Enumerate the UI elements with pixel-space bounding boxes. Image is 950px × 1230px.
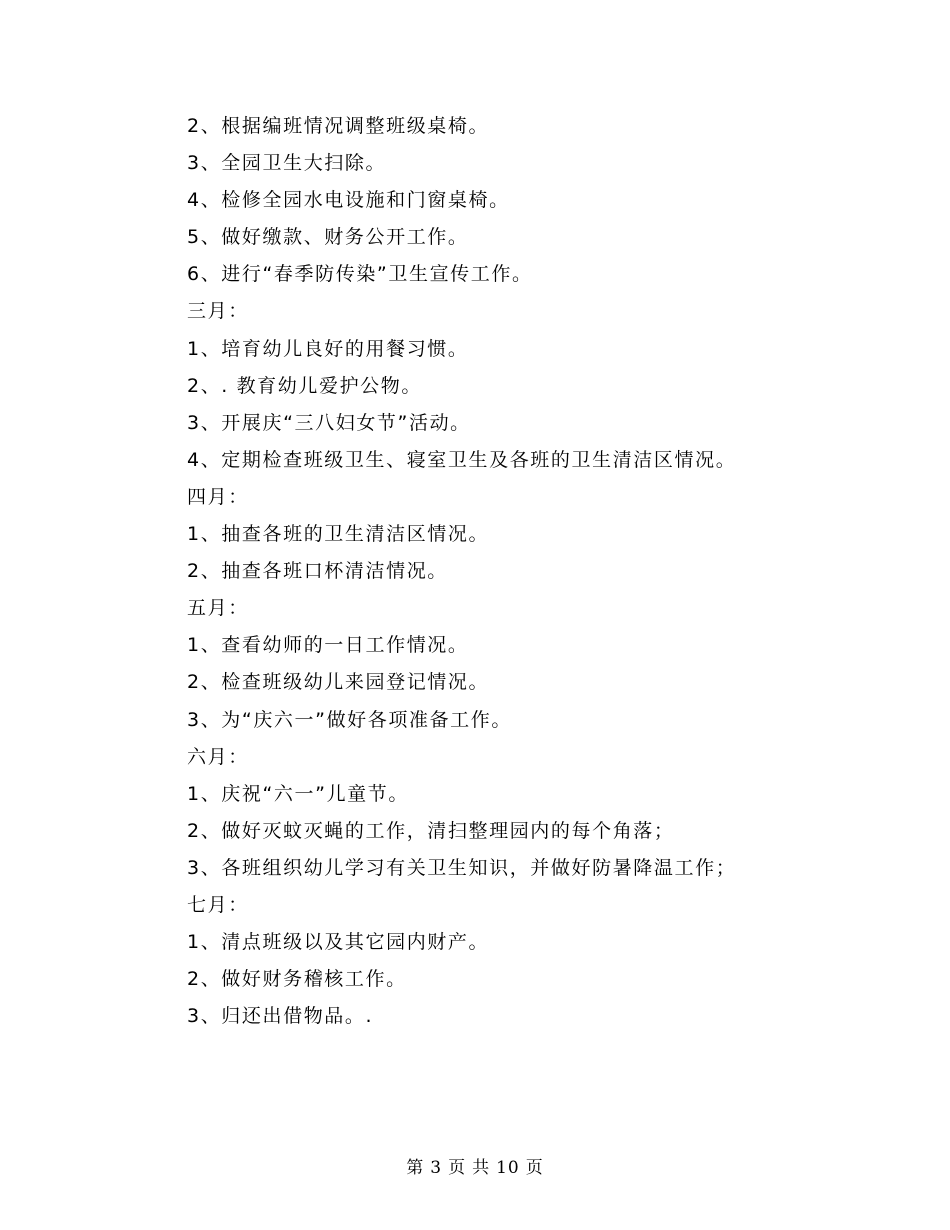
footer-total-pages: 10 xyxy=(496,1158,520,1178)
text-line: 6、进行“春季防传染”卫生宣传工作。 xyxy=(187,263,533,286)
text-line: 3、各班组织幼儿学习有关卫生知识，并做好防暑降温工作； xyxy=(187,856,737,879)
text-line: 3、全园卫生大扫除。 xyxy=(187,152,387,175)
text-line: 1、培育幼儿良好的用餐习惯。 xyxy=(187,337,469,360)
text-line: 4、检修全园水电设施和门窗桌椅。 xyxy=(187,189,510,212)
text-line: 1、清点班级以及其它园内财产。 xyxy=(187,931,490,954)
month-heading: 七月： xyxy=(187,893,249,916)
text-line: 2、检查班级幼儿来园登记情况。 xyxy=(187,671,490,694)
footer-label-gong: 共 xyxy=(472,1158,491,1178)
text-line: 3、归还出借物品。. xyxy=(187,1005,374,1028)
text-line: 1、庆祝“六一”儿童节。 xyxy=(187,782,409,805)
text-line: 2、. 教育幼儿爱护公物。 xyxy=(187,374,422,397)
footer-label-ye: 页 xyxy=(448,1158,467,1178)
text-line: 1、查看幼师的一日工作情况。 xyxy=(187,634,469,657)
text-line: 4、定期检查班级卫生、寝室卫生及各班的卫生清洁区情况。 xyxy=(187,448,737,471)
month-heading: 五月： xyxy=(187,597,249,620)
page-footer xyxy=(0,1153,950,1178)
text-line: 1、抽查各班的卫生清洁区情况。 xyxy=(187,523,490,546)
footer-current-page: 3 xyxy=(430,1158,443,1178)
month-heading: 六月： xyxy=(187,745,249,768)
month-heading: 四月： xyxy=(187,485,249,508)
text-line: 5、做好缴款、财务公开工作。 xyxy=(187,226,469,249)
text-line: 2、做好灭蚊灭蝇的工作，清扫整理园内的每个角落； xyxy=(187,819,675,842)
text-line: 3、开展庆“三八妇女节”活动。 xyxy=(187,411,471,434)
text-line: 2、抽查各班口杯清洁情况。 xyxy=(187,560,448,583)
text-line: 2、根据编班情况调整班级桌椅。 xyxy=(187,115,490,137)
month-heading: 三月： xyxy=(187,300,249,323)
document-body xyxy=(187,108,887,1035)
text-line: 2、做好财务稽核工作。 xyxy=(187,968,407,991)
footer-label-di: 第 xyxy=(406,1158,425,1178)
footer-label-ye-2: 页 xyxy=(525,1158,544,1178)
text-line: 3、为“庆六一”做好各项准备工作。 xyxy=(187,708,512,731)
